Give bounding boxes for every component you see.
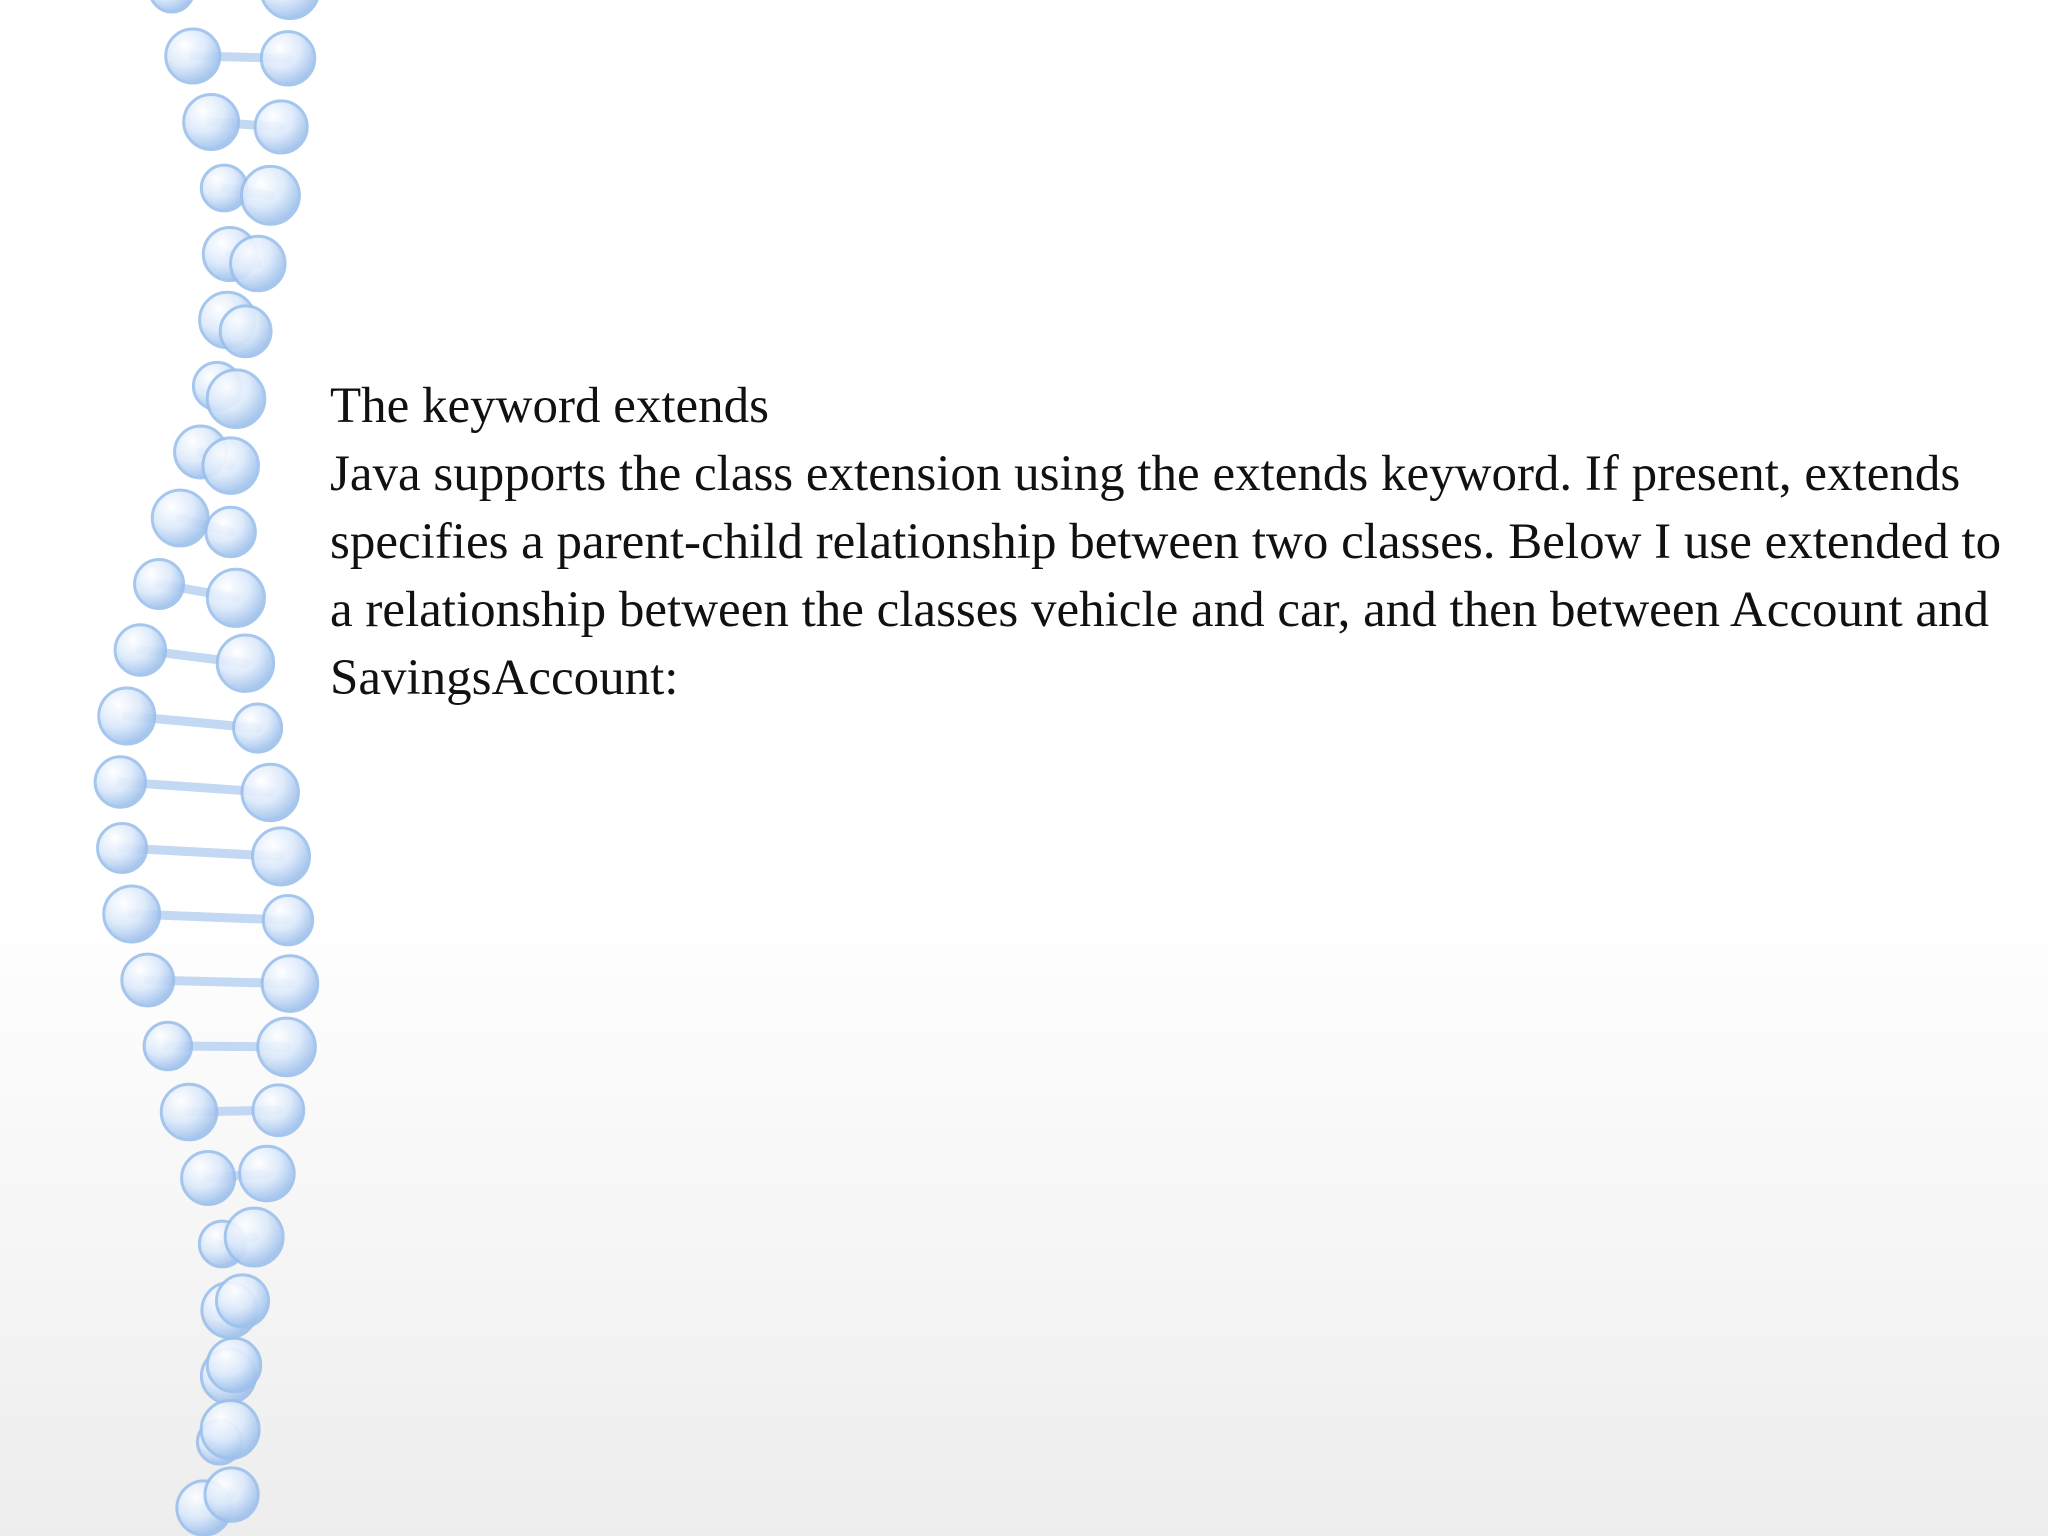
helix-sphere bbox=[263, 895, 312, 944]
helix-sphere bbox=[240, 1146, 295, 1201]
helix-sphere bbox=[234, 704, 282, 752]
helix-sphere bbox=[95, 757, 145, 807]
slide-text-block bbox=[330, 372, 2020, 712]
helix-sphere bbox=[205, 1468, 258, 1521]
helix-sphere bbox=[206, 507, 255, 556]
helix-sphere bbox=[201, 1401, 259, 1459]
helix-sphere bbox=[217, 635, 273, 691]
helix-sphere bbox=[255, 101, 307, 153]
slide-heading: The keyword extends bbox=[330, 378, 770, 434]
helix-sphere bbox=[252, 828, 309, 885]
helix-sphere bbox=[115, 625, 166, 676]
helix-sphere bbox=[253, 1085, 304, 1136]
helix-sphere bbox=[207, 370, 265, 428]
helix-sphere bbox=[258, 1018, 316, 1076]
helix-sphere bbox=[216, 1275, 268, 1327]
helix-sphere bbox=[220, 306, 271, 357]
helix-sphere bbox=[261, 0, 319, 19]
helix-rungs bbox=[120, 0, 290, 1508]
helix-sphere bbox=[152, 490, 208, 546]
helix-sphere bbox=[225, 1208, 283, 1266]
helix-sphere bbox=[242, 764, 298, 820]
helix-sphere bbox=[122, 954, 174, 1006]
helix-sphere bbox=[231, 236, 286, 291]
helix-sphere bbox=[182, 1151, 235, 1204]
helix-sphere bbox=[261, 32, 314, 85]
helix-sphere bbox=[201, 165, 247, 211]
helix-sphere bbox=[184, 95, 239, 150]
helix-sphere bbox=[150, 0, 194, 12]
helix-sphere bbox=[144, 1022, 191, 1069]
helix-sphere bbox=[135, 560, 184, 609]
helix-sphere bbox=[161, 1084, 217, 1140]
helix-sphere bbox=[241, 166, 299, 224]
helix-sphere bbox=[203, 438, 259, 494]
dna-helix-decoration bbox=[0, 0, 340, 1536]
helix-sphere bbox=[104, 886, 160, 942]
helix-sphere bbox=[207, 1338, 260, 1391]
helix-sphere bbox=[262, 956, 318, 1012]
helix-sphere bbox=[207, 569, 264, 626]
helix-sphere bbox=[166, 29, 220, 83]
helix-spheres bbox=[95, 0, 319, 1535]
helix-sphere bbox=[98, 823, 147, 872]
slide-body: Java supports the class extension using the extends keyword. If present, extends specifies a parent-child relationship between two classes. Below I use extended to a relationship between the classes vehicle and car, and then between Account and SavingsAccount: bbox=[330, 446, 2014, 706]
helix-sphere bbox=[99, 688, 155, 744]
